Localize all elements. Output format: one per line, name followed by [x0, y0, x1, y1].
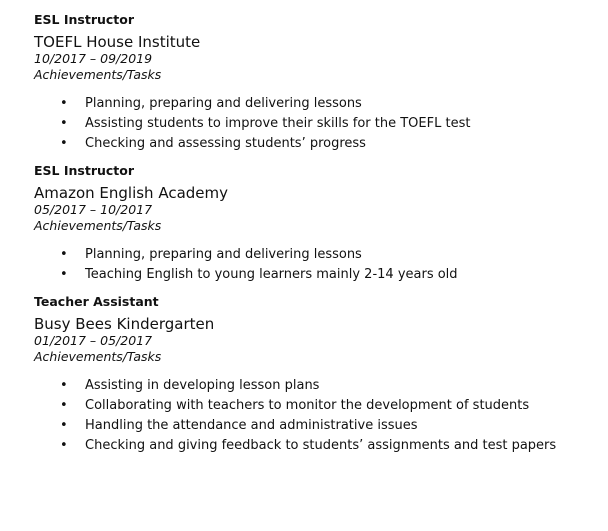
task-list: [34, 94, 604, 154]
job-title: ESL Instructor: [34, 163, 135, 178]
task-list: [34, 376, 604, 456]
task-item: • Handling the attendance and administrative issues: [60, 416, 604, 436]
task-item: • Checking and assessing students’ progress: [60, 134, 604, 154]
task-item: • Collaborating with teachers to monitor the development of students: [60, 396, 604, 416]
employer-name: Busy Bees Kindergarten: [34, 315, 215, 333]
achievements-label: Achievements/Tasks: [34, 349, 162, 364]
job-entry-toefl-house: [34, 11, 604, 154]
job-entry-amazon-english: [34, 162, 604, 285]
task-item: • Assisting students to improve their skills for the TOEFL test: [60, 114, 604, 134]
employment-dates: 05/2017 – 10/2017: [34, 202, 153, 217]
task-item: • Planning, preparing and delivering lessons: [60, 94, 604, 114]
employer-name: Amazon English Academy: [34, 184, 228, 202]
employer-name: TOEFL House Institute: [34, 33, 201, 51]
achievements-label: Achievements/Tasks: [34, 67, 162, 82]
resume-work-experience: [34, 11, 604, 464]
task-item: • Planning, preparing and delivering lessons: [60, 245, 604, 265]
task-item: • Teaching English to young learners mainly 2-14 years old: [60, 265, 604, 285]
job-entry-busy-bees: [34, 293, 604, 456]
job-title: ESL Instructor: [34, 12, 135, 27]
task-list: [34, 245, 604, 285]
employment-dates: 10/2017 – 09/2019: [34, 51, 153, 66]
employment-dates: 01/2017 – 05/2017: [34, 333, 153, 348]
achievements-label: Achievements/Tasks: [34, 218, 162, 233]
task-item: • Assisting in developing lesson plans: [60, 376, 604, 396]
job-title: Teacher Assistant: [34, 294, 159, 309]
task-item: • Checking and giving feedback to students’ assignments and test papers: [60, 436, 604, 456]
